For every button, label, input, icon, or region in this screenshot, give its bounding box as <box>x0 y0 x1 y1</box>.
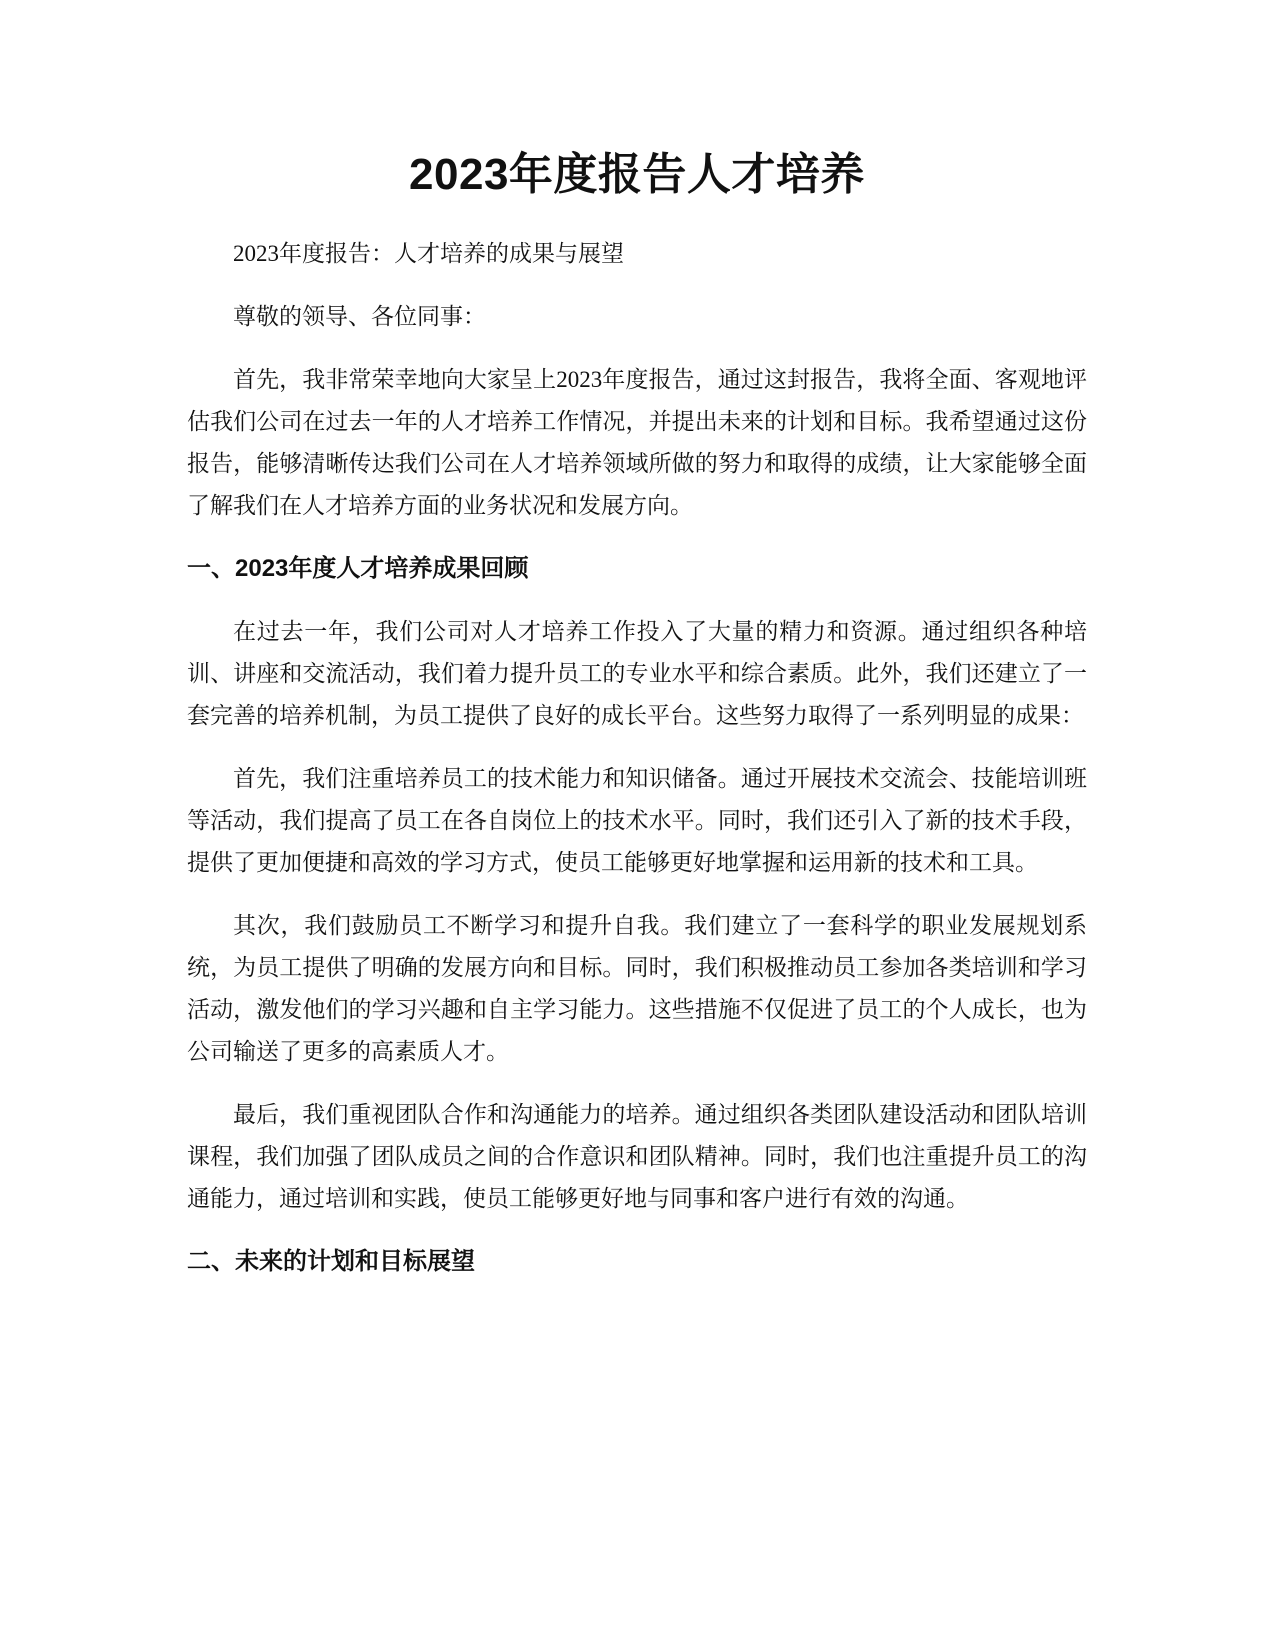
review-paragraph-overview: 在过去一年，我们公司对人才培养工作投入了大量的精力和资源。通过组织各种培训、讲座和交流活动，我们着力提升员工的专业水平和综合素质。此外，我们还建立了一套完善的培养机制，为员工提供了良好的成长平台。这些努力取得了一系列明显的成果： <box>187 619 1087 728</box>
document-body <box>187 145 1087 1304</box>
review-paragraph-technical: 首先，我们注重培养员工的技术能力和知识储备。通过开展技术交流会、技能培训班等活动，我们提高了员工在各自岗位上的技术水平。同时，我们还引入了新的技术手段，提供了更加便捷和高效的学习方式，使员工能够更好地掌握和运用新的技术和工具。 <box>187 766 1087 875</box>
section-heading-outlook: 二、未来的计划和目标展望 <box>187 1248 475 1275</box>
review-paragraph-learning: 其次，我们鼓励员工不断学习和提升自我。我们建立了一套科学的职业发展规划系统，为员工提供了明确的发展方向和目标。同时，我们积极推动员工参加各类培训和学习活动，激发他们的学习兴趣和自主学习能力。这些措施不仅促进了员工的个人成长，也为公司输送了更多的高素质人才。 <box>187 913 1087 1064</box>
review-paragraph-teamwork: 最后，我们重视团队合作和沟通能力的培养。通过组织各类团队建设活动和团队培训课程，我们加强了团队成员之间的合作意识和团队精神。同时，我们也注重提升员工的沟通能力，通过培训和实践，使员工能够更好地与同事和客户进行有效的沟通。 <box>187 1102 1087 1211</box>
subtitle-paragraph: 2023年度报告：人才培养的成果与展望 <box>233 241 624 266</box>
section-heading-review: 一、2023年度人才培养成果回顾 <box>187 555 529 582</box>
document-title: 2023年度报告人才培养 <box>409 150 865 199</box>
salutation-paragraph: 尊敬的领导、各位同事： <box>233 304 486 329</box>
intro-paragraph: 首先，我非常荣幸地向大家呈上2023年度报告，通过这封报告，我将全面、客观地评估我们公司在过去一年的人才培养工作情况，并提出未来的计划和目标。我希望通过这份报告，能够清晰传达我们公司在人才培养领域所做的努力和取得的成绩，让大家能够全面了解我们在人才培养方面的业务状况和发展方向。 <box>187 367 1087 518</box>
